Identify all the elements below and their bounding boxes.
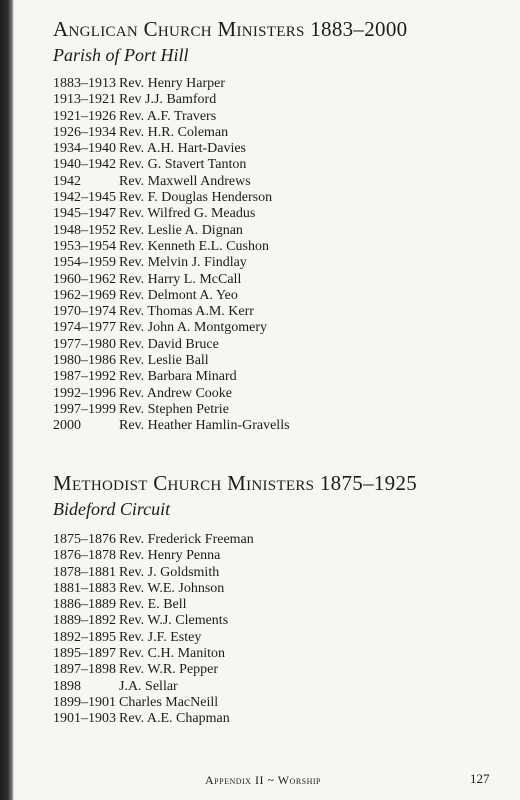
footer-title: Appendix II ~ Worship: [205, 773, 321, 787]
minister-name: Rev. Maxwell Andrews: [119, 173, 251, 189]
minister-name: Rev. H.R. Coleman: [119, 124, 229, 140]
minister-years: 1897–1898: [53, 662, 116, 678]
minister-name: Rev J.J. Bamford: [119, 92, 217, 108]
minister-years: 1987–1992: [53, 369, 116, 385]
minister-row: [53, 597, 493, 613]
minister-years: 1970–1974: [53, 304, 116, 320]
minister-years: 1945–1947: [53, 206, 116, 222]
minister-row: [53, 76, 493, 92]
minister-years: 1942–1945: [53, 190, 116, 206]
minister-row: [53, 125, 493, 141]
minister-years: 1954–1959: [53, 255, 116, 271]
minister-row: [53, 662, 493, 678]
minister-name: Rev. W.J. Clements: [119, 613, 229, 629]
methodist-heading: Methodist Church Ministers 1875–1925: [53, 471, 418, 495]
minister-row: [53, 369, 493, 385]
minister-name: Rev. F. Douglas Henderson: [119, 190, 273, 206]
anglican-section: [53, 16, 493, 435]
anglican-heading: Anglican Church Ministers 1883–2000: [53, 17, 408, 41]
minister-years: 1895–1897: [53, 646, 116, 662]
minister-name: Rev. A.E. Chapman: [119, 711, 230, 727]
minister-years: 1892–1895: [53, 629, 116, 645]
minister-name: Rev. J.F. Estey: [119, 629, 202, 645]
minister-row: [53, 206, 493, 222]
minister-years: 1926–1934: [53, 124, 116, 140]
minister-name: Rev. Heather Hamlin-Gravells: [119, 418, 290, 434]
methodist-section: [53, 470, 493, 728]
minister-row: [53, 174, 493, 190]
minister-name: Rev. W.E. Johnson: [119, 580, 225, 596]
minister-row: [53, 304, 493, 320]
minister-row: [53, 548, 493, 564]
minister-row: [53, 255, 493, 271]
minister-row: [53, 141, 493, 157]
minister-years: 1886–1889: [53, 597, 116, 613]
minister-name: Rev. Henry Penna: [119, 548, 221, 564]
page-footer: [0, 771, 520, 791]
minister-row: [53, 288, 493, 304]
minister-years: 1977–1980: [53, 336, 116, 352]
minister-years: 1948–1952: [53, 222, 116, 238]
minister-row: [53, 92, 493, 108]
minister-name: Rev. Leslie Ball: [119, 353, 209, 369]
minister-years: 1899–1901: [53, 694, 116, 710]
minister-name: Rev. David Bruce: [119, 336, 219, 352]
minister-name: Rev. Leslie A. Dignan: [119, 222, 243, 238]
minister-name: Rev. W.R. Pepper: [119, 662, 219, 678]
minister-name: Rev. John A. Montgomery: [119, 320, 268, 336]
methodist-subheading: Bideford Circuit: [53, 499, 171, 519]
minister-name: Charles MacNeill: [119, 694, 219, 710]
methodist-minister-list: [53, 532, 493, 728]
minister-row: [53, 223, 493, 239]
minister-name: J.A. Sellar: [119, 678, 178, 694]
minister-name: Rev. Andrew Cooke: [119, 385, 233, 401]
minister-row: [53, 679, 493, 695]
minister-row: [53, 613, 493, 629]
minister-row: [53, 239, 493, 255]
minister-name: Rev. A.H. Hart-Davies: [119, 141, 247, 157]
minister-years: 1962–1969: [53, 287, 116, 303]
minister-years: 1934–1940: [53, 141, 116, 157]
minister-years: 1960–1962: [53, 271, 116, 287]
minister-years: 1889–1892: [53, 613, 116, 629]
minister-years: 1953–1954: [53, 238, 116, 254]
minister-row: [53, 353, 493, 369]
minister-row: [53, 157, 493, 173]
minister-years: 1875–1876: [53, 532, 116, 547]
minister-name: Rev. Henry Harper: [119, 76, 225, 91]
minister-years: 1992–1996: [53, 385, 116, 401]
minister-years: 1883–1913: [53, 76, 116, 91]
minister-years: 1997–1999: [53, 401, 116, 417]
minister-row: [53, 386, 493, 402]
minister-years: 1881–1883: [53, 580, 116, 596]
minister-name: Rev. Kenneth E.L. Cushon: [119, 238, 269, 254]
minister-name: Rev. Frederick Freeman: [119, 532, 254, 547]
minister-row: [53, 402, 493, 418]
anglican-subheading: Parish of Port Hill: [53, 45, 189, 65]
minister-years: 1913–1921: [53, 92, 116, 108]
anglican-minister-list: [53, 76, 493, 435]
minister-years: 1898: [53, 678, 81, 694]
minister-row: [53, 109, 493, 125]
minister-name: Rev. C.H. Maniton: [119, 646, 226, 662]
minister-row: [53, 711, 493, 727]
minister-years: 2000: [53, 418, 81, 434]
minister-years: 1878–1881: [53, 564, 116, 580]
minister-row: [53, 418, 493, 434]
minister-row: [53, 532, 493, 548]
minister-row: [53, 695, 493, 711]
minister-name: Rev. Harry L. McCall: [119, 271, 242, 287]
minister-name: Rev. Melvin J. Findlay: [119, 255, 247, 271]
minister-years: 1921–1926: [53, 108, 116, 124]
minister-row: [53, 646, 493, 662]
page-number: 127: [470, 771, 490, 786]
minister-row: [53, 565, 493, 581]
minister-name: Rev. J. Goldsmith: [119, 564, 220, 580]
minister-row: [53, 272, 493, 288]
minister-name: Rev. A.F. Travers: [119, 108, 217, 124]
minister-row: [53, 630, 493, 646]
minister-years: 1942: [53, 173, 81, 189]
minister-row: [53, 320, 493, 336]
minister-row: [53, 337, 493, 353]
minister-years: 1901–1903: [53, 711, 116, 727]
minister-name: Rev. E. Bell: [119, 597, 187, 613]
minister-years: 1974–1977: [53, 320, 116, 336]
minister-name: Rev. Wilfred G. Meadus: [119, 206, 256, 222]
minister-name: Rev. Thomas A.M. Kerr: [119, 304, 254, 320]
minister-years: 1940–1942: [53, 157, 116, 173]
minister-name: Rev. Delmont A. Yeo: [119, 287, 238, 303]
minister-years: 1980–1986: [53, 353, 116, 369]
minister-name: Rev. Barbara Minard: [119, 369, 237, 385]
minister-row: [53, 190, 493, 206]
minister-name: Rev. G. Stavert Tanton: [119, 157, 247, 173]
book-spine-shadow: [0, 0, 14, 800]
minister-name: Rev. Stephen Petrie: [119, 401, 229, 417]
minister-row: [53, 581, 493, 597]
minister-years: 1876–1878: [53, 548, 116, 564]
